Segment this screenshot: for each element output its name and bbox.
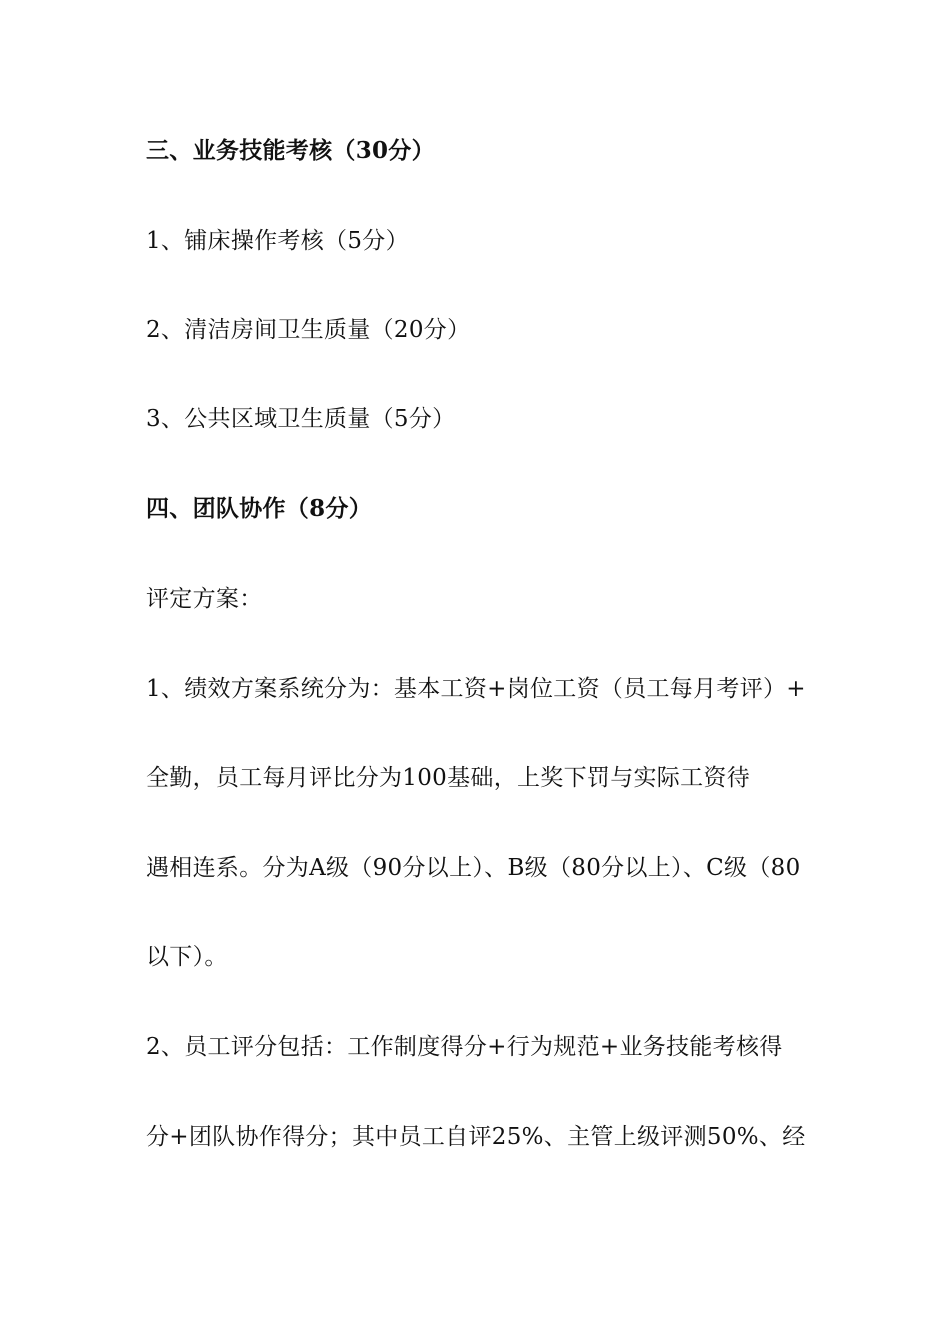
plan-paragraph-1-line-2: 全勤，员工每月评比分为100基础，上奖下罚与实际工资待: [146, 765, 750, 791]
section-3-item-2: 2、清洁房间卫生质量（20分）: [146, 317, 471, 343]
plan-paragraph-1-line-4: 以下）。: [146, 944, 228, 970]
plan-label: 评定方案：: [146, 586, 263, 612]
plan-paragraph-2-line-1: 2、员工评分包括：工作制度得分+行为规范+业务技能考核得: [146, 1034, 783, 1060]
plan-paragraph-1-line-1: 1、绩效方案系统分为：基本工资+岗位工资（员工每月考评）+: [146, 676, 806, 702]
section-3-heading: 三、业务技能考核（30分）: [146, 137, 435, 164]
plan-paragraph-1-line-3: 遇相连系。分为A级（90分以上）、B级（80分以上）、C级（80: [146, 855, 801, 881]
section-3-item-3: 3、公共区域卫生质量（5分）: [146, 406, 456, 432]
section-4-heading: 四、团队协作（8分）: [146, 495, 373, 522]
section-3-item-1: 1、铺床操作考核（5分）: [146, 228, 409, 254]
plan-paragraph-2-line-2: 分+团队协作得分；其中员工自评25%、主管上级评测50%、经: [146, 1124, 806, 1150]
